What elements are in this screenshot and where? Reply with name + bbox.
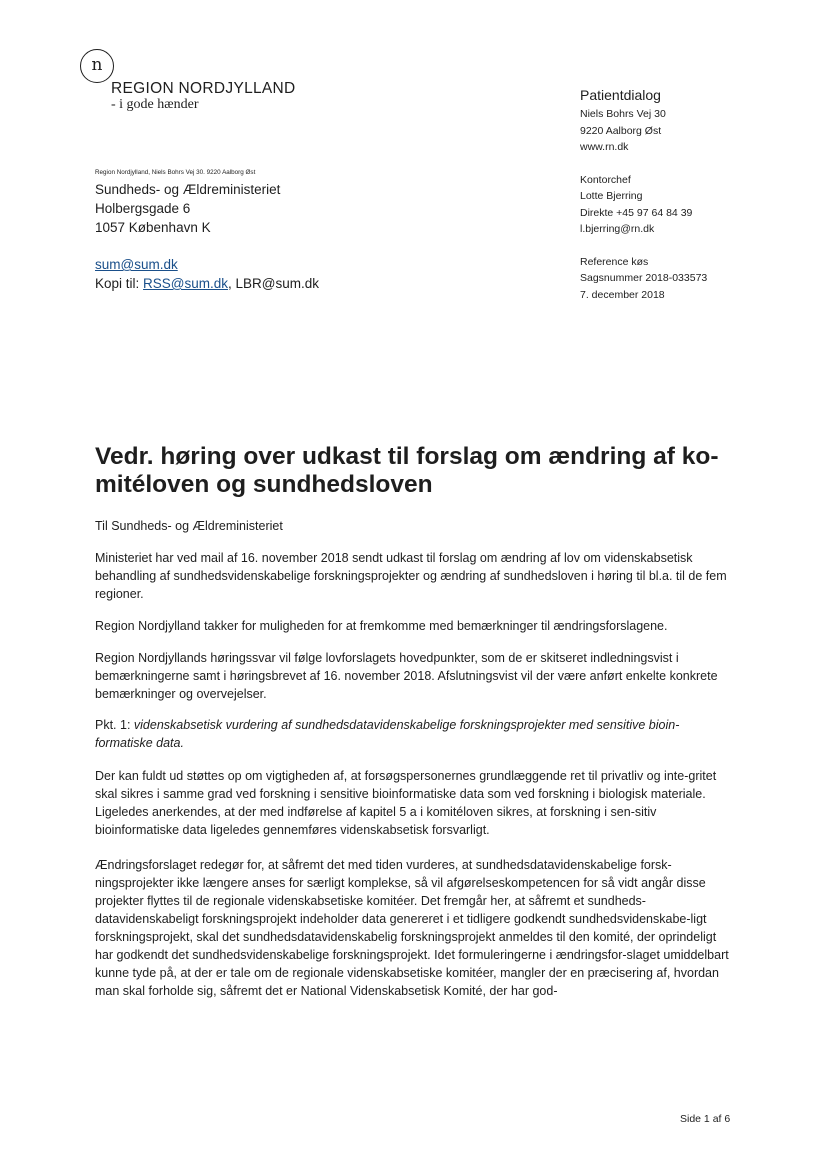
recipient-line: Sundheds- og Ældreministeriet	[95, 182, 281, 197]
recipient-line: Holbergsgade 6	[95, 201, 191, 216]
recipient-email-link[interactable]: sum@sum.dk	[95, 257, 178, 272]
paragraph-3: Region Nordjyllands høringssvar vil følge lovforslagets hovedpunkter, som de er skitseret indledningsvist i bemærkningerne samt i høringsbrevet af 16. november 2018. Afslutningsvist vil der være anført enkelte konkrete bemærkninger og overvejelser.	[95, 651, 718, 701]
cc-email-link[interactable]: RSS@sum.dk	[143, 276, 229, 291]
logo-name: REGION NORDJYLLAND	[111, 80, 296, 97]
contact-email[interactable]: l.bjerring@rn.dk	[580, 223, 655, 235]
cc-label: Kopi til:	[95, 276, 144, 291]
sender-address-line: Niels Bohrs Vej 30	[580, 108, 666, 120]
recipient-line: 1057 København K	[95, 220, 211, 235]
paragraph-5: Der kan fuldt ud støttes op om vigtigheden af, at forsøgspersonernes grundlæggende ret til privatliv og inte-gritet skal sikres i samme grad ved forskning i sensitive bioinformatiske data som ved forskning i biologisk materiale. Ligeledes anerkendes, at der med indførelse af kapitel 5 a i komitéloven sikres, at forskning i sen-sitiv bioinformatiske data ligeledes gennemføres videnskabsetisk forsvarligt.	[95, 769, 717, 837]
logo-tagline: - i gode hænder	[111, 97, 199, 112]
letter-date: 7. december 2018	[580, 288, 665, 301]
region-logo-icon: n	[80, 49, 114, 83]
cc-rest: , LBR@sum.dk	[228, 276, 319, 291]
paragraph-6: Ændringsforslaget redegør for, at såfremt det med tiden vurderes, at sundhedsdatavidenskabelige forsk-ningsprojekter ikke længere anses for særligt komplekse, så vil afgørelseskompetencen for så vidt angår disse projekter flyttes til de regionale videnskabsetiske komitéer. Det fremgår her, at såfremt et sundheds-datavidenskabeligt forskningsprojekt indeholder data genereret i et tidligere godkendt sundhedsvidenskabe-ligt forskningsprojekt, skal det sundhedsdatavidenskabelig forskningsprojekt anmeldes til den komité, der oprindeligt har godkendt det sundhedsvidenskabelige forskningsprojekt. Idet formuleringerne i ændringsfor-slaget umiddelbart kunne tyde på, at der er tale om de regionale videnskabsetiske komitéer, mangler der en præcisering af, hvordan man skal forholde sig, såfremt det er National Videnskabsetisk Komité, der har god-	[95, 858, 729, 998]
case-number: Sagsnummer 2018-033573	[580, 272, 708, 284]
contact-name: Lotte Bjerring	[580, 190, 643, 202]
sender-website[interactable]: www.rn.dk	[580, 141, 629, 153]
contact-title: Kontorchef	[580, 173, 631, 186]
reference: Reference køs	[580, 255, 649, 268]
paragraph-4	[95, 716, 735, 752]
salutation: Til Sundheds- og Ældreministeriet	[95, 519, 283, 533]
sender-block	[580, 86, 707, 303]
recipient-block	[95, 180, 280, 237]
sender-unit: Patientdialog	[580, 87, 661, 103]
sender-address-line: 9220 Aalborg Øst	[580, 124, 662, 137]
contact-phone: Direkte +45 97 64 84 39	[580, 206, 693, 219]
paragraph-2: Region Nordjylland takker for muligheden for at fremkomme med bemærkninger til ændringsforslagene.	[95, 619, 668, 633]
mail-block	[95, 255, 319, 293]
point-label: Pkt. 1:	[95, 718, 134, 732]
point-heading: videnskabsetisk vurdering af sundhedsdatavidenskabelige forskningsprojekter med sensitive bioin-formatiske data.	[95, 718, 680, 750]
return-address: Region Nordjylland, Niels Bohrs Vej 30. 9220 Aalborg Øst	[95, 169, 256, 176]
paragraph-1: Ministeriet har ved mail af 16. november 2018 sendt udkast til forslag om ændring af lov om videnskabsetisk behandling af sundhedsvidenskabelige forskningsprojekter og ændring af sundhedsloven i høring til bl.a. til de fem regioner.	[95, 551, 727, 601]
letter-title: Vedr. høring over udkast til forslag om ændring af ko-mitéloven og sundhedsloven	[95, 443, 719, 498]
page-number: Side 1 af 6	[680, 1113, 731, 1125]
